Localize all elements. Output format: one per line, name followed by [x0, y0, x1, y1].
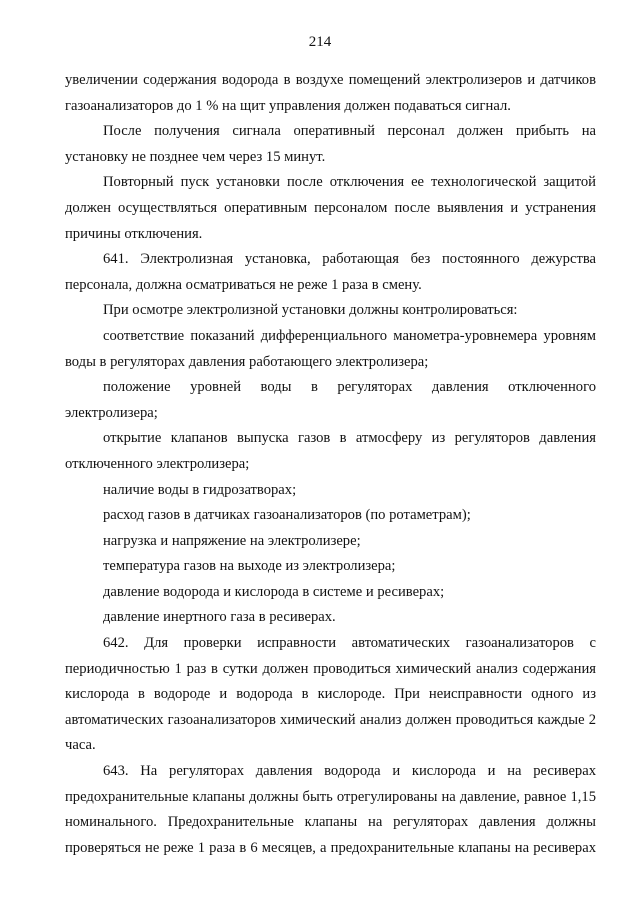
list-item-water-levels: положение уровней воды в регуляторах давления отключенного электролизера;: [65, 379, 596, 421]
paragraph-642: 642. Для проверки исправности автоматических газоанализаторов с периодичностью 1 раз в сутки должен проводиться химический анализ содержания кислорода в водороде и водорода в кислороде. При неисправности одного из автоматических газоанализаторов химический анализ должен проводиться каждые 2 часа.: [65, 635, 596, 754]
paragraph-inspection-intro: При осмотре электролизной установки должны контролироваться:: [103, 302, 518, 319]
list-item-gas-flow: расход газов в датчиках газоанализаторов (по ротаметрам);: [103, 507, 471, 524]
list-item-pressure: давление водорода и кислорода в системе и ресиверах;: [103, 583, 445, 600]
list-item-load-voltage: нагрузка и напряжение на электролизере;: [103, 532, 361, 549]
paragraph-restart: Повторный пуск установки после отключения ее технологической защитой должен осуществляться оперативным персоналом после выявления и устранения причины отключения.: [65, 174, 596, 242]
list-item-water-seals: наличие воды в гидрозатворах;: [103, 481, 297, 498]
paragraph-643: 643. На регуляторах давления водорода и кислорода и на ресиверах предохранительные клапаны должны быть отрегулированы на давление, равное 1,15 номинального. Предохранительные клапаны на регуляторах давления должны проверяться не реже 1 раза в 6 месяцев, а предохранительные клапаны на ресиверах: [65, 763, 596, 856]
list-item-inert-gas: давление инертного газа в ресиверах.: [103, 609, 336, 626]
document-body: [65, 68, 596, 861]
list-item-gas-temperature: температура газов на выходе из электролизера;: [103, 558, 396, 575]
paragraph-signal-response: После получения сигнала оперативный персонал должен прибыть на установку не позднее чем через 15 минут.: [65, 123, 596, 165]
paragraph-641: 641. Электролизная установка, работающая без постоянного дежурства персонала, должна осматриваться не реже 1 раза в смену.: [65, 251, 596, 293]
paragraph-continuation: увеличении содержания водорода в воздухе помещений электролизеров и датчиков газоанализаторов до 1 % на щит управления должен подаваться сигнал.: [65, 72, 596, 114]
list-item-valves-open: открытие клапанов выпуска газов в атмосферу из регуляторов давления отключенного электролизера;: [65, 430, 596, 472]
list-item-manometer: соответствие показаний дифференциального манометра-уровнемера уровням воды в регуляторах давления работающего электролизера;: [65, 327, 596, 370]
page-number: 214: [308, 34, 332, 50]
